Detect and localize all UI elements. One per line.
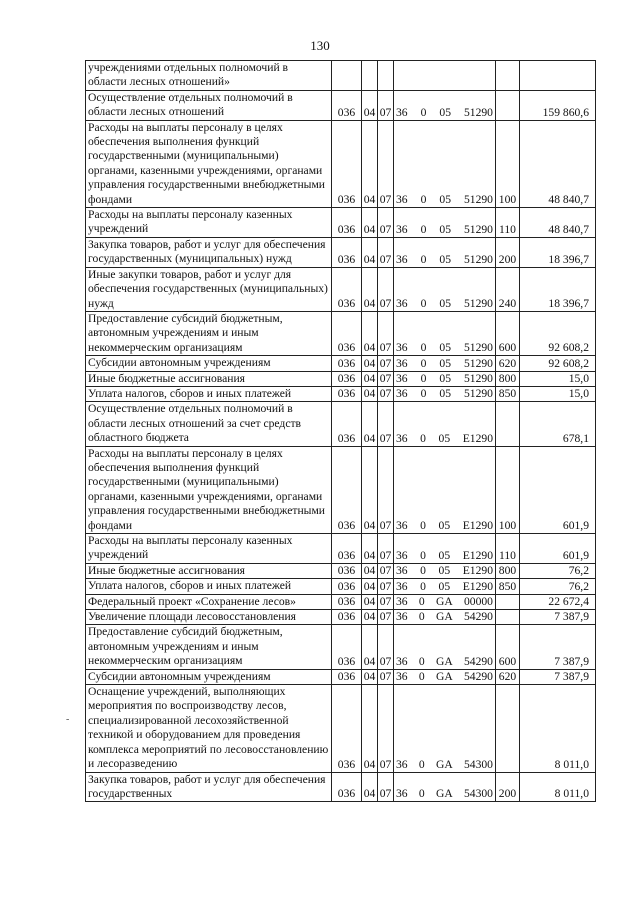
program-code: 36	[396, 296, 408, 310]
table-row	[86, 669, 596, 684]
subsection-code: 07	[378, 594, 394, 609]
subsection-code: 07	[378, 356, 394, 371]
target-article-code	[394, 594, 496, 609]
expense-name: Увеличение площади лесовосстановления	[86, 610, 332, 625]
subsection-code	[378, 61, 394, 91]
admin-code: 036	[332, 446, 362, 533]
activity-code: GA	[435, 595, 453, 609]
direction-code: 51290	[463, 296, 493, 310]
table-row	[86, 772, 596, 802]
amount: 48 840,7	[520, 208, 596, 238]
program-code: 36	[396, 654, 408, 668]
section-code: 04	[362, 625, 378, 669]
amount: 92 608,2	[520, 356, 596, 371]
direction-code: 54290	[463, 610, 493, 624]
target-article-code	[394, 90, 496, 120]
admin-code: 036	[332, 237, 362, 267]
subsection-code: 07	[378, 579, 394, 594]
expense-name: Субсидии автономным учреждениям	[86, 356, 332, 371]
subsection-code: 07	[378, 90, 394, 120]
expense-name: Расходы на выплаты персоналу в целях обеспечения выполнения функций государственными (муниципальными) органами, казенными учреждениями, органами управления государственными внебюджетными фондами	[86, 446, 332, 533]
admin-code: 036	[332, 534, 362, 564]
table-row	[86, 386, 596, 401]
admin-code: 036	[332, 685, 362, 772]
table-row	[86, 594, 596, 609]
expense-name: Оснащение учреждений, выполняющих мероприятия по воспроизводству лесов, специализированной лесохозяйственной техникой и оборудованием для проведения комплекса мероприятий по лесовосстановлению и лесоразведению	[86, 685, 332, 772]
section-code: 04	[362, 386, 378, 401]
subsection-code: 07	[378, 772, 394, 802]
subprogram-code: 0	[418, 610, 425, 624]
program-code: 36	[396, 579, 408, 593]
subprogram-code: 0	[420, 519, 426, 532]
expense-name: Федеральный проект «Сохранение лесов»	[86, 594, 332, 609]
amount: 601,9	[520, 446, 596, 533]
direction-code: E1290	[462, 431, 493, 445]
expense-type-code: 850	[496, 386, 520, 401]
table-row	[86, 356, 596, 371]
target-article-code	[394, 669, 496, 684]
amount: 76,2	[520, 563, 596, 578]
section-code: 04	[362, 311, 378, 355]
section-code: 04	[362, 90, 378, 120]
activity-code: 05	[439, 193, 451, 207]
expense-type-code: 200	[496, 237, 520, 267]
expense-type-code: 100	[496, 446, 520, 533]
expense-type-code: 110	[496, 534, 520, 564]
activity-code: GA	[435, 670, 453, 684]
target-article-code	[394, 563, 496, 578]
direction-code: E1290	[462, 519, 493, 532]
activity-code: 05	[439, 356, 451, 370]
amount: 8 011,0	[520, 772, 596, 802]
expense-type-code: 800	[496, 371, 520, 386]
expense-name: Закупка товаров, работ и услуг для обеспечения государственных (муниципальных) нужд	[86, 237, 332, 267]
activity-code: 05	[438, 519, 451, 532]
expense-name: Предоставление субсидий бюджетным, автономным учреждениям и иным некоммерческим организациям	[86, 625, 332, 669]
section-code: 04	[362, 669, 378, 684]
table-row	[86, 402, 596, 446]
subsection-code: 07	[378, 563, 394, 578]
target-article-code	[394, 402, 496, 446]
table-row	[86, 625, 596, 669]
subsection-code: 07	[378, 402, 394, 446]
expense-name: Закупка товаров, работ и услуг для обеспечения государственных	[86, 772, 332, 802]
subsection-code: 07	[378, 208, 394, 238]
direction-code: E1290	[462, 548, 493, 562]
admin-code	[332, 61, 362, 91]
admin-code: 036	[332, 386, 362, 401]
target-article-code	[394, 208, 496, 238]
program-code: 36	[396, 757, 408, 771]
subprogram-code: 0	[418, 595, 425, 609]
amount: 7 387,9	[520, 669, 596, 684]
expense-type-code: 620	[496, 356, 520, 371]
amount: 15,0	[520, 371, 596, 386]
expense-name: Предоставление субсидий бюджетным, автономным учреждениям и иным некоммерческим организациям	[86, 311, 332, 355]
program-code: 36	[396, 564, 408, 578]
admin-code: 036	[332, 356, 362, 371]
subprogram-code: 0	[420, 431, 426, 445]
expense-name: Уплата налогов, сборов и иных платежей	[86, 579, 332, 594]
subsection-code: 07	[378, 446, 394, 533]
amount: 18 396,7	[520, 237, 596, 267]
activity-code: 05	[439, 387, 451, 401]
budget-table	[85, 60, 596, 802]
direction-code: 51290	[463, 222, 493, 236]
section-code: 04	[362, 685, 378, 772]
expense-type-code	[496, 61, 520, 91]
section-code: 04	[362, 356, 378, 371]
subprogram-code: 0	[418, 670, 425, 684]
amount: 7 387,9	[520, 610, 596, 625]
table-row	[86, 563, 596, 578]
activity-code: 05	[439, 105, 451, 119]
section-code: 04	[362, 371, 378, 386]
admin-code: 036	[332, 669, 362, 684]
program-code: 36	[396, 341, 408, 355]
amount: 76,2	[520, 579, 596, 594]
admin-code: 036	[332, 208, 362, 238]
activity-code: 05	[439, 371, 451, 385]
program-code: 36	[396, 222, 408, 236]
table-row	[86, 120, 596, 207]
section-code: 04	[362, 208, 378, 238]
target-article-code	[394, 356, 496, 371]
amount: 678,1	[520, 402, 596, 446]
expense-type-code	[496, 685, 520, 772]
expense-type-code	[496, 610, 520, 625]
target-article-code	[394, 610, 496, 625]
admin-code: 036	[332, 594, 362, 609]
activity-code: 05	[439, 252, 451, 266]
program-code: 36	[396, 105, 408, 119]
table-row	[86, 208, 596, 238]
table-row	[86, 311, 596, 355]
expense-name: Иные бюджетные ассигнования	[86, 371, 332, 386]
table-row	[86, 237, 596, 267]
direction-code: 51290	[463, 105, 493, 119]
amount: 48 840,7	[520, 120, 596, 207]
amount: 7 387,9	[520, 625, 596, 669]
target-article-code	[394, 267, 496, 311]
direction-code: 54300	[463, 787, 493, 801]
admin-code: 036	[332, 625, 362, 669]
admin-code: 036	[332, 267, 362, 311]
admin-code: 036	[332, 311, 362, 355]
subsection-code: 07	[378, 625, 394, 669]
activity-code: GA	[435, 787, 453, 801]
activity-code: GA	[435, 610, 453, 624]
subprogram-code: 0	[420, 564, 426, 578]
table-row	[86, 610, 596, 625]
table-row	[86, 90, 596, 120]
expense-name: Расходы на выплаты персоналу казенных учреждений	[86, 208, 332, 238]
section-code: 04	[362, 237, 378, 267]
expense-type-code: 200	[496, 772, 520, 802]
expense-name: Иные закупки товаров, работ и услуг для обеспечения государственных (муниципальных) нужд	[86, 267, 332, 311]
admin-code: 036	[332, 371, 362, 386]
admin-code: 036	[332, 610, 362, 625]
direction-code: 51290	[463, 193, 493, 207]
admin-code: 036	[332, 402, 362, 446]
activity-code: 05	[439, 341, 451, 355]
direction-code: 51290	[463, 387, 493, 401]
activity-code: 05	[438, 564, 451, 578]
program-code: 36	[396, 595, 408, 609]
activity-code: 05	[439, 222, 451, 236]
table-row	[86, 534, 596, 564]
direction-code: 54290	[463, 654, 493, 668]
target-article-code	[394, 625, 496, 669]
section-code: 04	[362, 594, 378, 609]
section-code: 04	[362, 610, 378, 625]
program-code: 36	[396, 548, 408, 562]
amount: 15,0	[520, 386, 596, 401]
expense-type-code: 600	[496, 311, 520, 355]
program-code: 36	[396, 252, 408, 266]
table-row	[86, 685, 596, 772]
subsection-code: 07	[378, 386, 394, 401]
target-article-code	[394, 311, 496, 355]
expense-type-code: 100	[496, 120, 520, 207]
expense-name: Осуществление отдельных полномочий в области лесных отношений за счет средств областного бюджета	[86, 402, 332, 446]
table-row	[86, 579, 596, 594]
program-code: 36	[396, 356, 408, 370]
activity-code: 05	[438, 579, 451, 593]
admin-code: 036	[332, 120, 362, 207]
subprogram-code: 0	[420, 579, 426, 593]
direction-code: 51290	[463, 356, 493, 370]
table-row	[86, 446, 596, 533]
subsection-code: 07	[378, 237, 394, 267]
section-code: 04	[362, 120, 378, 207]
expense-name: Расходы на выплаты персоналу в целях обеспечения выполнения функций государственными (муниципальными) органами, казенными учреждениями, органами управления государственными внебюджетными фондами	[86, 120, 332, 207]
direction-code: 51290	[463, 371, 493, 385]
subprogram-code: 0	[420, 387, 427, 401]
subprogram-code: 0	[420, 105, 427, 119]
expense-type-code: 110	[496, 208, 520, 238]
target-article-code	[394, 685, 496, 772]
subprogram-code: 0	[420, 356, 427, 370]
expense-type-code: 850	[496, 579, 520, 594]
section-code: 04	[362, 446, 378, 533]
amount: 159 860,6	[520, 90, 596, 120]
target-article-code	[394, 237, 496, 267]
activity-code: GA	[435, 757, 453, 771]
direction-code: E1290	[462, 579, 493, 593]
subsection-code: 07	[378, 534, 394, 564]
program-code: 36	[396, 519, 408, 532]
target-article-code	[394, 579, 496, 594]
activity-code: 05	[438, 431, 451, 445]
subprogram-code: 0	[420, 548, 426, 562]
subprogram-code: 0	[418, 757, 425, 771]
program-code: 36	[396, 431, 408, 445]
target-article-code	[394, 61, 496, 91]
activity-code: 05	[439, 296, 451, 310]
direction-code: 00000	[463, 595, 493, 609]
subsection-code: 07	[378, 311, 394, 355]
expense-type-code: 600	[496, 625, 520, 669]
amount: 18 396,7	[520, 267, 596, 311]
expense-type-code	[496, 594, 520, 609]
amount: 92 608,2	[520, 311, 596, 355]
amount	[520, 61, 596, 91]
expense-name: учреждениями отдельных полномочий в области лесных отношений»	[86, 61, 332, 91]
program-code: 36	[396, 787, 408, 801]
amount: 601,9	[520, 534, 596, 564]
subsection-code: 07	[378, 120, 394, 207]
subsection-code: 07	[378, 610, 394, 625]
target-article-code	[394, 371, 496, 386]
table-row	[86, 61, 596, 91]
page-number: 130	[310, 38, 330, 53]
section-code: 04	[362, 563, 378, 578]
amount: 22 672,4	[520, 594, 596, 609]
expense-name: Уплата налогов, сборов и иных платежей	[86, 386, 332, 401]
program-code: 36	[396, 387, 408, 401]
subprogram-code: 0	[420, 252, 427, 266]
expense-type-code: 800	[496, 563, 520, 578]
target-article-code	[394, 446, 496, 533]
program-code: 36	[396, 371, 408, 385]
admin-code: 036	[332, 772, 362, 802]
expense-name: Субсидии автономным учреждениям	[86, 669, 332, 684]
section-code	[362, 61, 378, 91]
expense-type-code: 620	[496, 669, 520, 684]
program-code: 36	[396, 193, 408, 207]
subprogram-code: 0	[420, 222, 427, 236]
direction-code: E1290	[462, 564, 493, 578]
subsection-code: 07	[378, 669, 394, 684]
subprogram-code: 0	[420, 296, 427, 310]
subsection-code: 07	[378, 685, 394, 772]
target-article-code	[394, 386, 496, 401]
program-code: 36	[396, 610, 408, 624]
section-code: 04	[362, 579, 378, 594]
section-code: 04	[362, 772, 378, 802]
admin-code: 036	[332, 90, 362, 120]
table-row	[86, 371, 596, 386]
section-code: 04	[362, 402, 378, 446]
expense-type-code: 240	[496, 267, 520, 311]
activity-code: 05	[438, 548, 451, 562]
margin-mark: -	[66, 714, 70, 725]
activity-code: GA	[435, 654, 453, 668]
admin-code: 036	[332, 579, 362, 594]
expense-type-code	[496, 402, 520, 446]
direction-code: 51290	[463, 341, 493, 355]
direction-code: 51290	[463, 252, 493, 266]
expense-name: Расходы на выплаты персоналу казенных учреждений	[86, 534, 332, 564]
admin-code: 036	[332, 563, 362, 578]
subprogram-code: 0	[418, 787, 425, 801]
subprogram-code: 0	[418, 654, 425, 668]
subprogram-code: 0	[420, 193, 427, 207]
table-row	[86, 267, 596, 311]
target-article-code	[394, 772, 496, 802]
program-code: 36	[396, 670, 408, 684]
section-code: 04	[362, 267, 378, 311]
target-article-code	[394, 534, 496, 564]
subprogram-code: 0	[420, 341, 427, 355]
subprogram-code: 0	[420, 371, 427, 385]
expense-name: Иные бюджетные ассигнования	[86, 563, 332, 578]
subsection-code: 07	[378, 267, 394, 311]
target-article-code	[394, 120, 496, 207]
subsection-code: 07	[378, 371, 394, 386]
direction-code: 54300	[463, 757, 493, 771]
direction-code: 54290	[463, 670, 493, 684]
section-code: 04	[362, 534, 378, 564]
amount: 8 011,0	[520, 685, 596, 772]
expense-name: Осуществление отдельных полномочий в области лесных отношений	[86, 90, 332, 120]
expense-type-code	[496, 90, 520, 120]
